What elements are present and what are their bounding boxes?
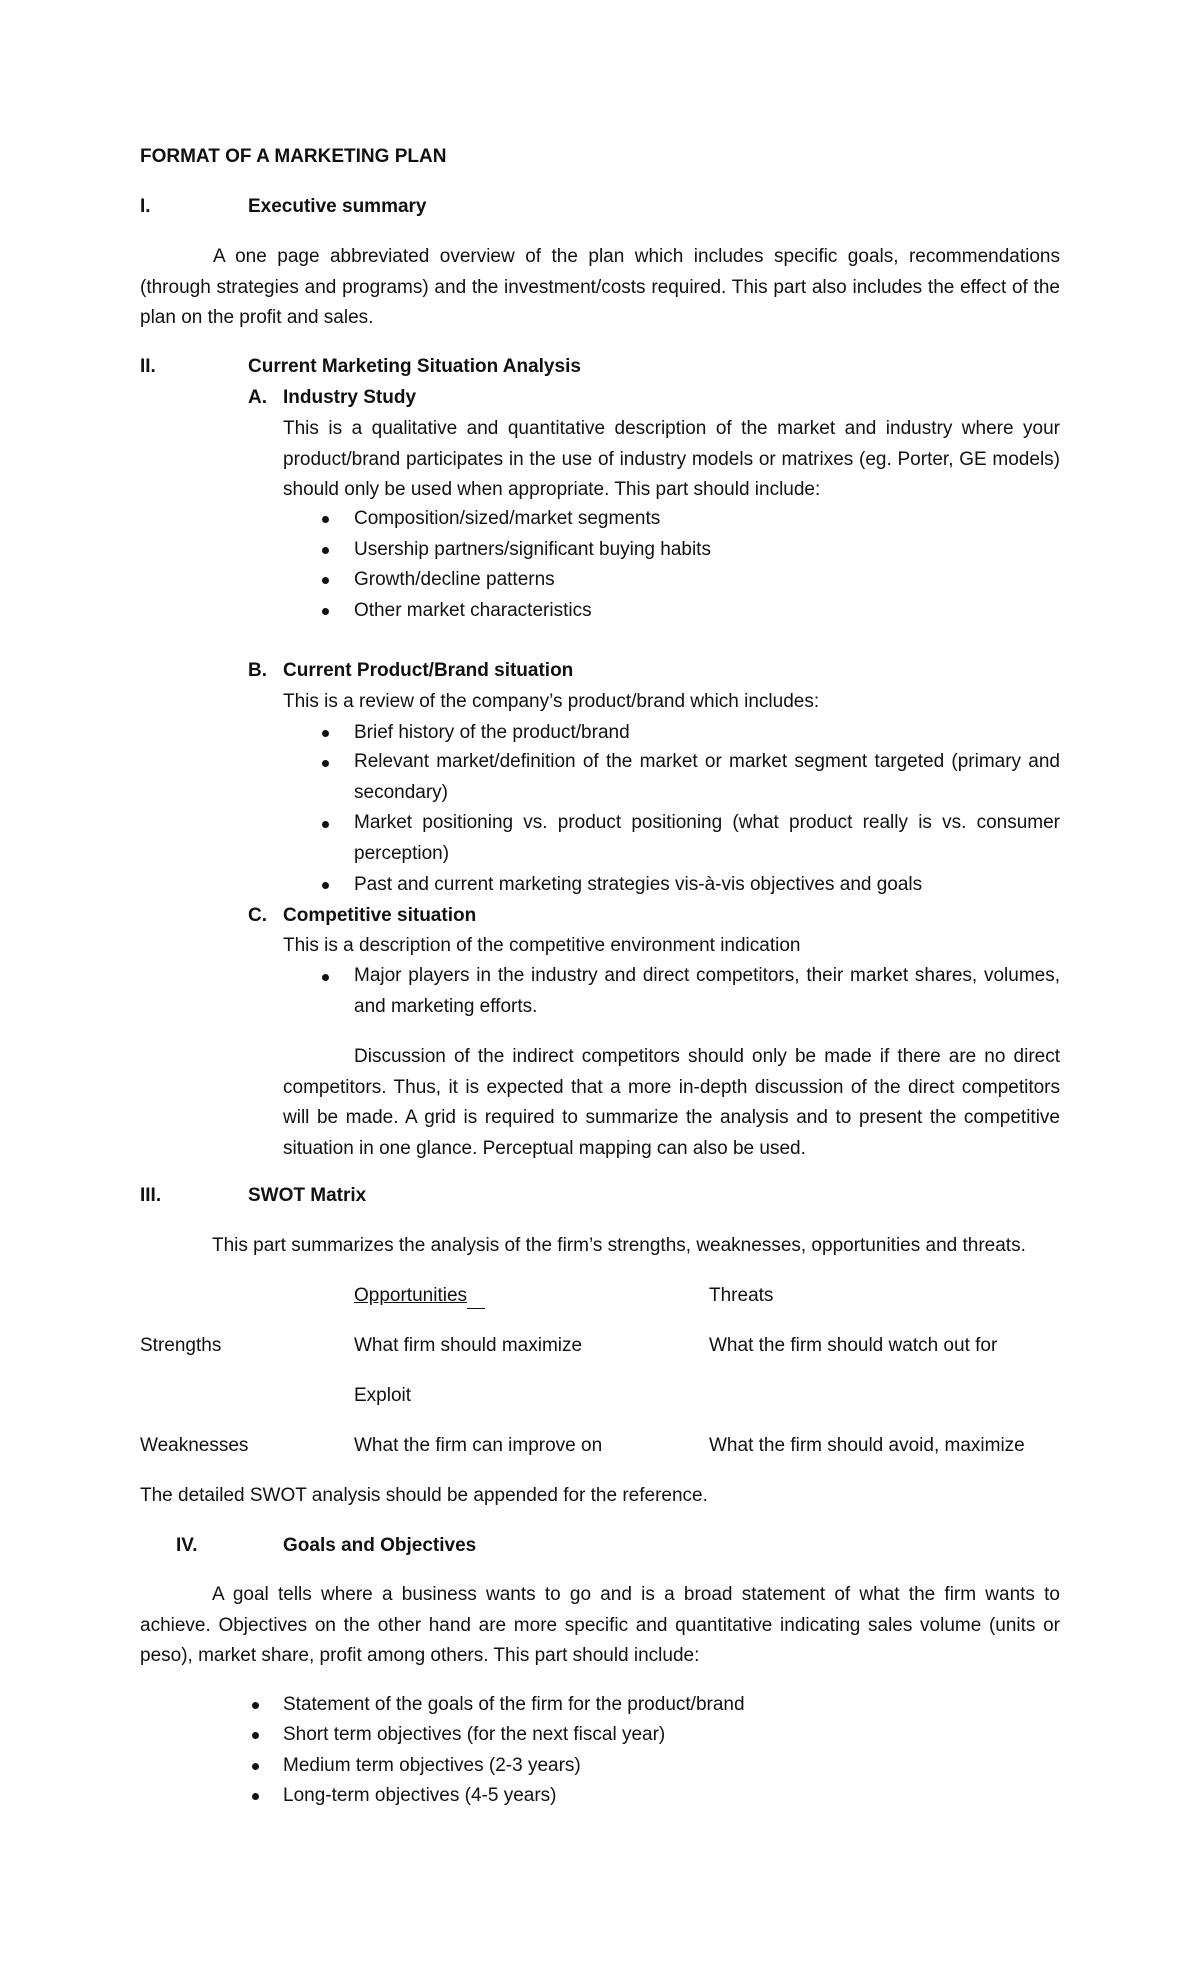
bullet-icon [322,547,329,554]
bullet-icon [322,730,329,737]
swot-row-strengths: Strengths [140,1335,222,1356]
swot-row-weaknesses: Weaknesses [140,1435,249,1456]
section-4-numeral: IV. [176,1535,198,1556]
bullet-icon [322,760,329,767]
list-item: Growth/decline patterns [354,569,555,590]
subsection-c-discussion: Discussion of the indirect competitors should only be made if there are no direct competitors. Thus, it is expected that a more in-depth discussion of the direct competitors will be made. A grid is required to summarize the analysis and to present the competitive situation in one glance. Perceptual mapping can also be used. [283,1046,1060,1159]
list-item: Other market characteristics [354,600,592,621]
swot-header-opportunities [354,1283,485,1309]
section-3-numeral: III. [140,1185,162,1206]
swot-cell-st: What the firm should watch out for [709,1335,998,1356]
section-3-intro: This part summarizes the analysis of the firm’s strengths, weaknesses, opportunities and threats. [212,1235,1026,1256]
list-item: Usership partners/significant buying habits [354,539,711,560]
section-1-paragraph: A one page abbreviated overview of the plan which includes specific goals, recommendations (through strategies and programs) and the investment/costs required. This part also includes the effect of the plan on the profit and sales. [140,246,1060,328]
list-item: Market positioning vs. product positioning (what product really is vs. consumer perception) [354,812,1060,864]
subsection-a-letter: A. [248,387,267,408]
bullet-icon [252,1732,259,1739]
swot-cell-so: What firm should maximize [354,1335,583,1356]
bullet-icon [252,1702,259,1709]
subsection-a-heading: Industry Study [283,387,417,408]
bullet-icon [322,516,329,523]
section-4-paragraph: A goal tells where a business wants to go and is a broad statement of what the firm wants to achieve. Objectives on the other hand are more specific and quantitative indicating sales volume (units or peso), market share, profit among others. This part should include: [140,1584,1060,1666]
subsection-c-letter: C. [248,905,267,926]
swot-cell-wt: What the firm should avoid, maximize [709,1435,1025,1456]
list-item: Major players in the industry and direct competitors, their market shares, volumes, and marketing efforts. [354,965,1060,1017]
subsection-a-paragraph: This is a qualitative and quantitative description of the market and industry where your product/brand participates in the use of industry models or matrixes (eg. Porter, GE models) should only be used when appropriate. This part should include: [283,418,1060,500]
subsection-b-intro: This is a review of the company’s product/brand which includes: [283,691,820,712]
swot-cell-wo: What the firm can improve on [354,1435,603,1456]
bullet-icon [322,974,329,981]
list-item: Brief history of the product/brand [354,722,630,743]
list-item: Long-term objectives (4-5 years) [283,1785,557,1806]
swot-header-opportunities-label: Opportunities [354,1285,468,1306]
subsection-c-heading: Competitive situation [283,905,477,926]
bullet-icon [322,882,329,889]
section-4-heading: Goals and Objectives [283,1535,477,1556]
subsection-c-intro: This is a description of the competitive environment indication [283,935,801,956]
swot-header-threats: Threats [709,1285,774,1306]
swot-cell-exploit: Exploit [354,1385,412,1406]
section-2-heading: Current Marketing Situation Analysis [248,356,581,377]
section-2-numeral: II. [140,356,156,377]
section-1-numeral: I. [140,196,151,217]
bullet-icon [252,1793,259,1800]
underline-gap [467,1291,485,1309]
document-title: FORMAT OF A MARKETING PLAN [140,146,447,167]
bullet-icon [322,821,329,828]
list-item: Medium term objectives (2-3 years) [283,1755,581,1776]
list-item: Statement of the goals of the firm for the product/brand [283,1694,745,1715]
bullet-icon [322,577,329,584]
list-item: Past and current marketing strategies vis-à-vis objectives and goals [354,874,923,895]
swot-note: The detailed SWOT analysis should be appended for the reference. [140,1485,708,1506]
section-3-heading: SWOT Matrix [248,1185,367,1206]
subsection-b-letter: B. [248,660,267,681]
list-item: Relevant market/definition of the market or market segment targeted (primary and secondary) [354,751,1060,803]
bullet-icon [322,608,329,615]
section-1-heading: Executive summary [248,196,427,217]
bullet-icon [252,1763,259,1770]
list-item: Short term objectives (for the next fiscal year) [283,1724,666,1745]
list-item: Composition/sized/market segments [354,508,661,529]
subsection-b-heading: Current Product/Brand situation [283,660,574,681]
